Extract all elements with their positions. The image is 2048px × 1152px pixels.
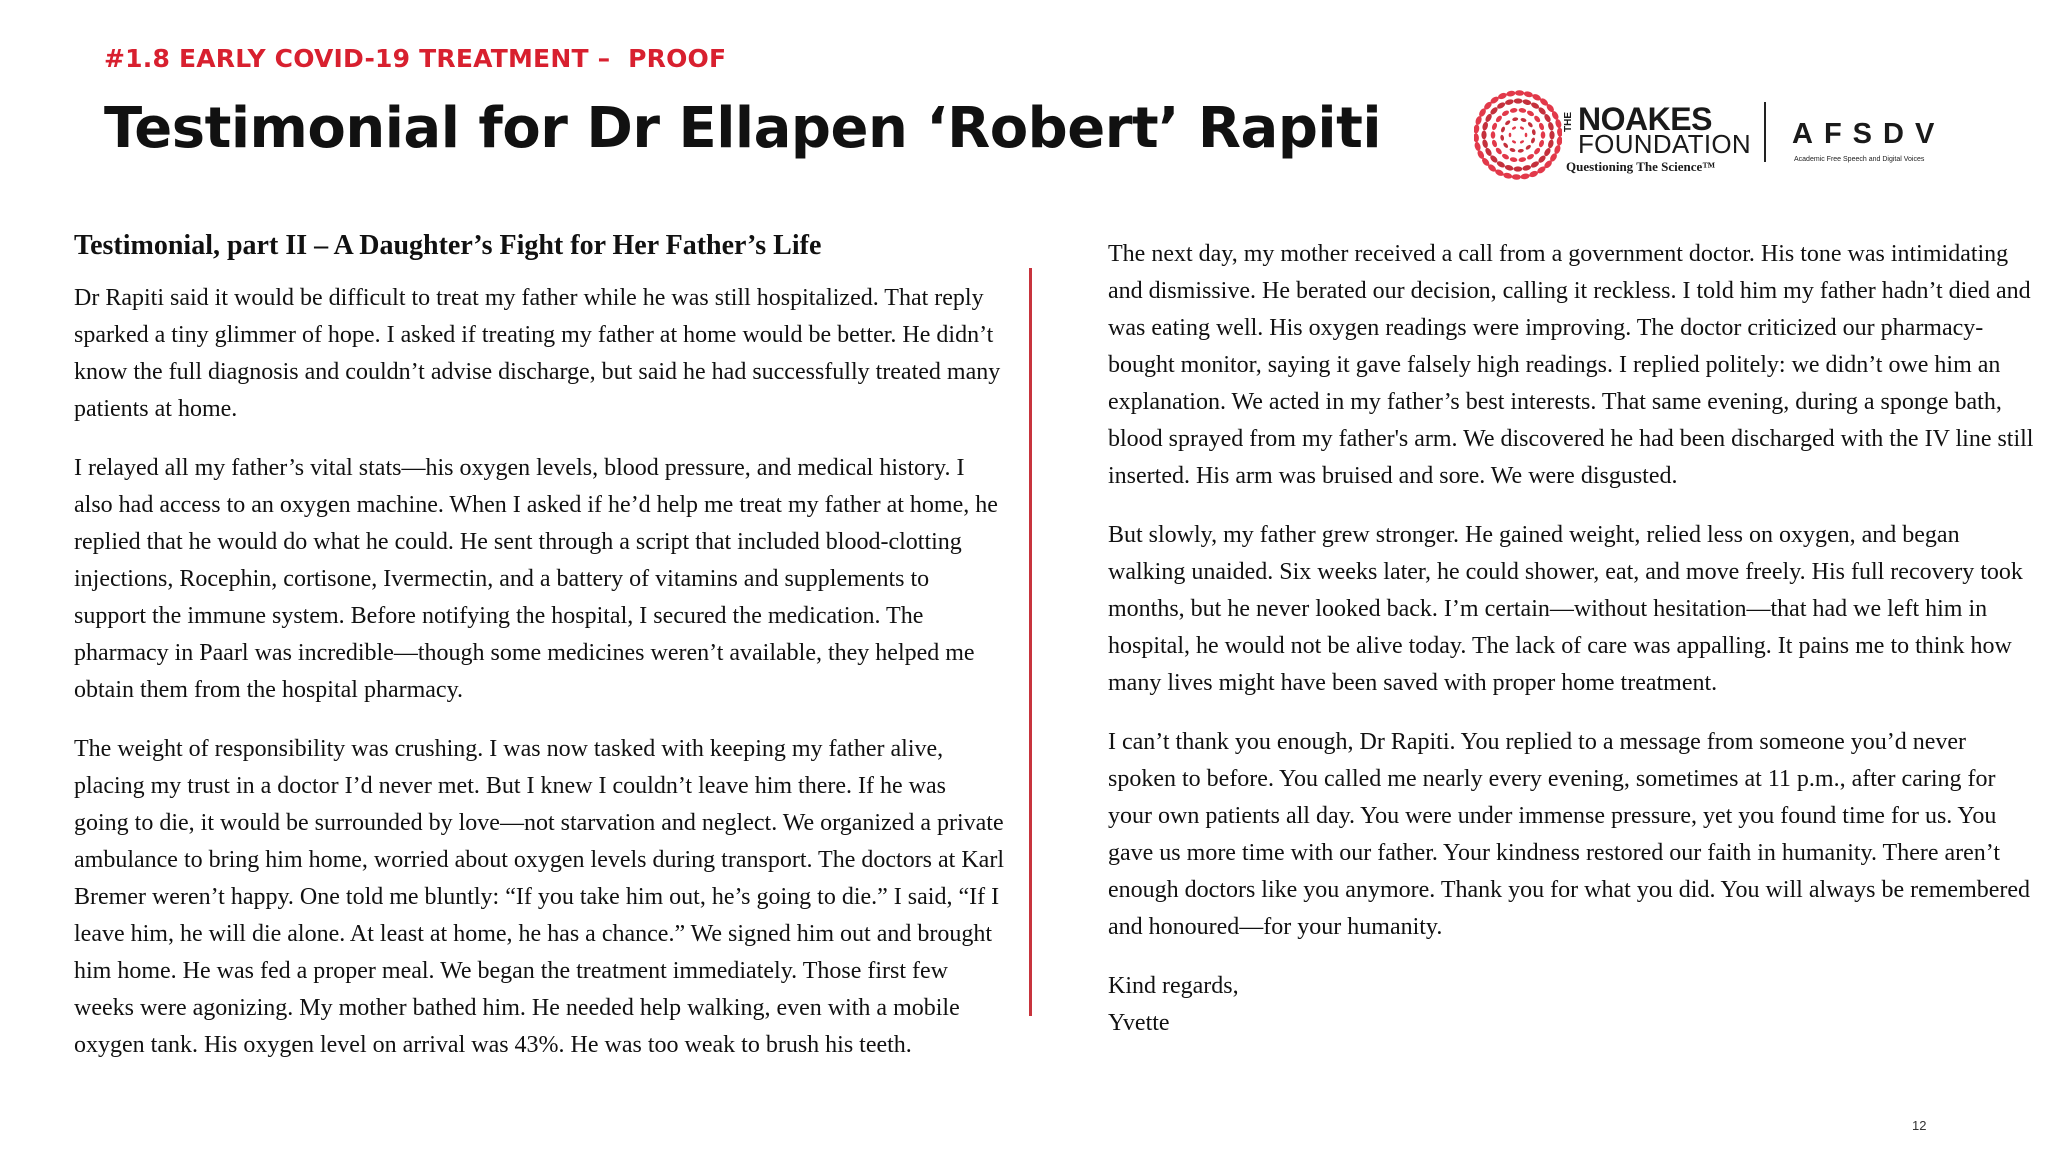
logo-dot bbox=[1519, 126, 1524, 130]
logo-dot bbox=[1533, 147, 1541, 156]
paragraph: Dr Rapiti said it would be difficult to treat my father while he was still hospitalized. That reply sparked a tiny glimmer of hope. I asked if treating my father at home would be better. He didn’t know the full diagnosis and couldn’t advise discharge, but said he had successfully treated many patients at home. bbox=[74, 285, 1001, 422]
paragraph: The weight of responsibility was crushing. I was now tasked with keeping my father alive, placing my trust in a doctor I’d never met. But I knew I couldn’t leave him there. If he was going to die, it would be surrounded by love—not starvation and neglect. We organized a private ambulance to bring him home, worried about oxygen levels during transport. The doctors at Karl Bremer weren’t happy. One told me bluntly: “If you take him out, he’s going to die.” I said, “If I leave him, he will die alone. At least at home, he has a chance.” We signed him out and brought him home. He was fed a proper meal. We began the treatment immediately. Those first few weeks were agonizing. My mother bathed him. He needed help walking, even with a mobile oxygen tank. His oxygen level on arrival was 43%. He was too weak to brush his teeth. bbox=[74, 736, 1004, 1058]
logo-dot bbox=[1501, 153, 1510, 161]
logo-dot bbox=[1510, 107, 1518, 113]
logo-dot bbox=[1518, 149, 1525, 154]
signature: Yvette bbox=[1108, 1010, 1170, 1036]
logo-dot bbox=[1525, 144, 1532, 151]
logo-dot bbox=[1538, 139, 1545, 148]
logo-dot bbox=[1491, 122, 1498, 131]
testimonial-heading: Testimonial, part II – A Daughter’s Fight for Her Father’s Life bbox=[74, 230, 822, 261]
paragraph: I relayed all my father’s vital stats—his oxygen levels, blood pressure, and medical history. I also had access to an oxygen machine. When I asked if he’d help me treat my father at home, he replied that he would do what he could. He sent through a script that included blood-clotting injections, Rocephin, cortisone, Ivermectin, and a battery of vitamins and supplements to support the immune system. Before notifying the hospital, I secured the medication. The pharmacy in Paarl was incredible—though some medicines weren’t available, they helped me obtain them from the hospital pharmacy. bbox=[74, 455, 998, 703]
logo-dot bbox=[1549, 131, 1554, 140]
logo-dot bbox=[1525, 133, 1528, 137]
afsdv-logo: AFSDV bbox=[1792, 118, 1946, 150]
logo-dot bbox=[1502, 142, 1509, 149]
page-number: 12 bbox=[1912, 1118, 1927, 1133]
logo-dot bbox=[1519, 140, 1524, 144]
logo-dot bbox=[1520, 173, 1530, 180]
logo-dot bbox=[1553, 144, 1561, 155]
page-title: Testimonial for Dr Ellapen ‘Robert’ Rapiti bbox=[104, 96, 1382, 161]
logo-dot bbox=[1522, 164, 1532, 171]
logo-dot bbox=[1481, 139, 1488, 149]
logo-dot bbox=[1474, 133, 1479, 143]
logo-dot bbox=[1518, 157, 1526, 163]
logo-dot bbox=[1504, 98, 1514, 105]
logo-dot bbox=[1518, 107, 1526, 113]
logo-dot bbox=[1509, 133, 1512, 137]
partner-logos bbox=[1474, 90, 1954, 180]
section-tag: #1.8 EARLY COVID-19 TREATMENT – PROOF bbox=[104, 44, 727, 73]
noakes-foundation-logo-icon bbox=[1474, 90, 1562, 180]
logo-dot bbox=[1522, 99, 1532, 106]
logo-dot bbox=[1509, 147, 1516, 152]
logo-dot bbox=[1530, 137, 1535, 144]
logo-dot bbox=[1500, 126, 1505, 133]
logo-dot bbox=[1526, 153, 1535, 161]
logo-dot bbox=[1523, 90, 1533, 98]
logo-dot bbox=[1474, 141, 1482, 151]
logo-dot bbox=[1503, 172, 1513, 180]
logo-dot bbox=[1512, 174, 1521, 180]
logo-dot bbox=[1482, 121, 1489, 131]
logo-dot bbox=[1514, 166, 1523, 171]
column-divider bbox=[1029, 268, 1032, 1016]
noakes-foundation-label: FOUNDATION bbox=[1578, 129, 1751, 159]
logo-dot bbox=[1547, 139, 1554, 149]
right-column bbox=[1108, 236, 2038, 1042]
noakes-name: NOAKES bbox=[1578, 101, 1712, 137]
logo-dot bbox=[1474, 124, 1480, 134]
paragraph: But slowly, my father grew stronger. He gained weight, relied less on oxygen, and began walking unaided. Six weeks later, he could shower, eat, and move freely. His full recovery took months, but he never looked back. I’m certain—without hesitation—that had we left him in hospital, he would not be alive today. The lack of care was appalling. It pains me to think how many lives might have been saved with proper home treatment. bbox=[1108, 522, 2023, 696]
logo-dot bbox=[1547, 121, 1554, 131]
logo-dot bbox=[1495, 147, 1503, 156]
logo-dot bbox=[1520, 117, 1527, 122]
logo-dot bbox=[1504, 119, 1511, 126]
logo-dot bbox=[1527, 121, 1534, 128]
logo-dot bbox=[1556, 136, 1562, 146]
logo-dot bbox=[1501, 109, 1510, 117]
logo-dot bbox=[1511, 140, 1516, 144]
logo-dot bbox=[1512, 117, 1519, 122]
closing: Kind regards, bbox=[1108, 973, 1239, 999]
noakes-the: THE bbox=[1563, 112, 1574, 132]
logo-dot bbox=[1532, 129, 1537, 136]
logo-dot bbox=[1538, 122, 1545, 131]
paragraph: The next day, my mother received a call from a government doctor. His tone was intimidating and dismissive. He berated our decision, calling it reckless. I told him my father hadn’t died and was eating well. His oxygen readings were improving. The doctor criticized our pharmacy-bought monitor, saying it gave falsely high readings. I replied politely: we didn’t owe him an explanation. We acted in my father’s best interests. That same evening, during a sponge bath, blood sprayed from my father's arm. We discovered he had been discharged with the IV line still inserted. His arm was bruised and sore. We were disgusted. bbox=[1108, 241, 2034, 489]
logo-dot bbox=[1495, 115, 1503, 124]
logo-dot bbox=[1504, 164, 1514, 171]
logo-dot bbox=[1474, 115, 1482, 126]
logo-dot bbox=[1515, 90, 1524, 96]
logo-dot bbox=[1509, 157, 1517, 163]
logo-dot bbox=[1491, 131, 1496, 139]
logo-dot bbox=[1554, 118, 1562, 128]
logo-dot bbox=[1526, 110, 1535, 118]
logo-dot bbox=[1533, 115, 1541, 124]
logo-dot bbox=[1541, 131, 1546, 139]
left-column bbox=[74, 226, 1004, 1086]
logo-dot bbox=[1481, 131, 1486, 140]
logo-dot bbox=[1506, 90, 1516, 97]
paragraph: I can’t thank you enough, Dr Rapiti. You replied to a message from someone you’d never spoken to before. You called me nearly every evening, sometimes at 11 p.m., after caring for your own patients all day. You were under immense pressure, yet you found time for us. You gave us more time with our father. Your kindness restored our faith in humanity. There aren’t enough doctors like you anymore. Thank you for what you did. You will always be remembered and honoured—for your humanity. bbox=[1108, 729, 2031, 940]
noakes-tagline: Questioning The Science™ bbox=[1566, 159, 1716, 174]
logo-dot bbox=[1500, 135, 1505, 142]
logo-dot bbox=[1491, 139, 1498, 148]
afsdv-subtitle: Academic Free Speech and Digital Voices bbox=[1794, 156, 1925, 163]
logo-dot bbox=[1511, 126, 1516, 130]
logo-dot bbox=[1557, 127, 1562, 137]
logo-dot bbox=[1514, 98, 1523, 103]
logo-divider bbox=[1764, 102, 1766, 162]
